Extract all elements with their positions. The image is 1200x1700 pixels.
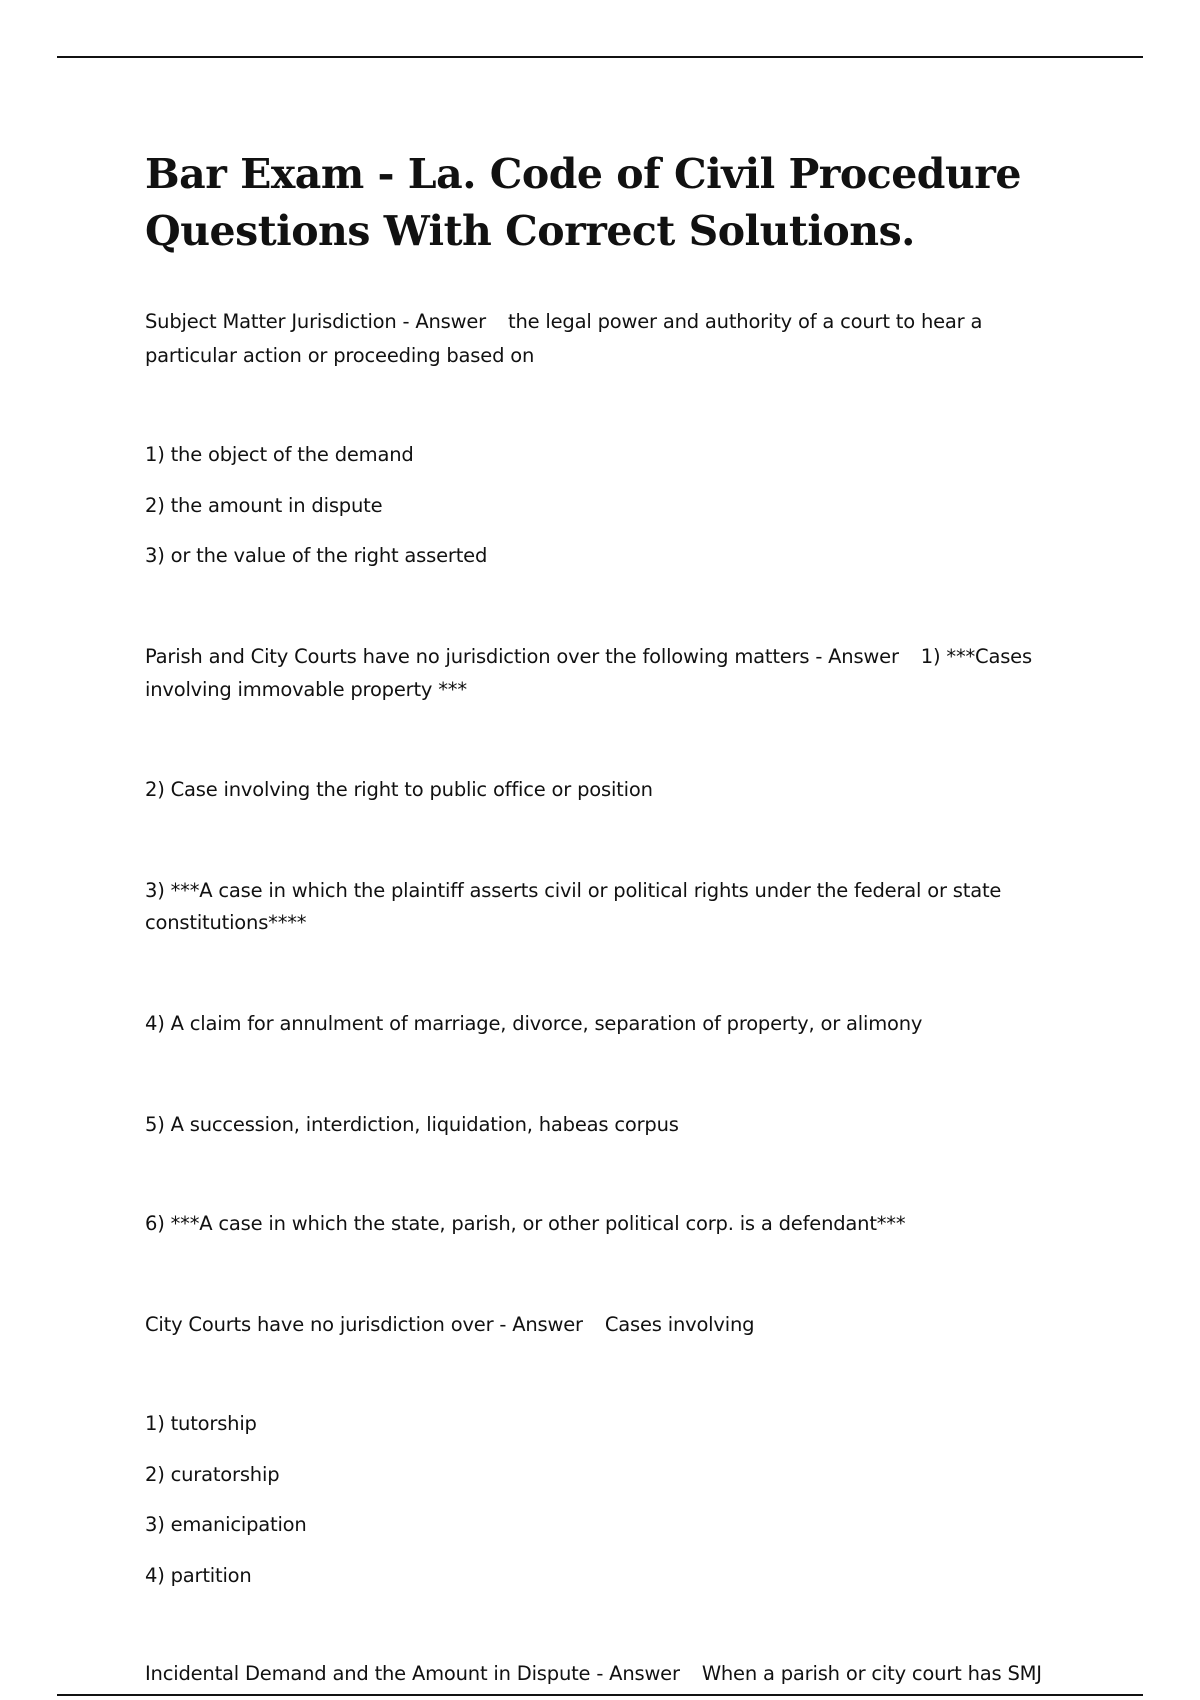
answer-text: Cases involving (604, 1313, 755, 1336)
title-line-2: Questions With Correct Solutions. (145, 207, 915, 255)
list-item: 3) ***A case in which the plaintiff asserts civil or political rights under the federal or state (145, 879, 1002, 902)
list-item: 1) the object of the demand (145, 443, 414, 466)
answer-text: the legal power and authority of a court to hear a (508, 310, 983, 333)
list-item: 3) emanicipation (145, 1513, 307, 1536)
question-parish-city-courts (145, 640, 1032, 673)
list-item: 3) or the value of the right asserted (145, 544, 488, 567)
list-item: 2) the amount in dispute (145, 494, 383, 517)
list-item: 2) curatorship (145, 1463, 280, 1486)
question-text: Incidental Demand and the Amount in Dispute - Answer (145, 1662, 680, 1685)
title-line-1: Bar Exam - La. Code of Civil Procedure (145, 150, 1021, 198)
question-text: City Courts have no jurisdiction over - Answer (145, 1313, 583, 1336)
page-title (145, 146, 1105, 260)
list-item: 6) ***A case in which the state, parish, or other political corp. is a defendant*** (145, 1212, 906, 1235)
question-city-courts (145, 1308, 754, 1341)
list-item: 1) tutorship (145, 1412, 257, 1435)
answer-continuation: particular action or proceeding based on (145, 344, 535, 367)
bottom-rule (57, 1694, 1143, 1696)
question-subject-matter-jurisdiction (145, 305, 982, 338)
question-incidental-demand (145, 1657, 1042, 1690)
question-text: Subject Matter Jurisdiction - Answer (145, 310, 487, 333)
list-item: 4) partition (145, 1564, 252, 1587)
answer-continuation: involving immovable property *** (145, 678, 467, 701)
answer-text: 1) ***Cases (920, 645, 1032, 668)
answer-text: When a parish or city court has SMJ (701, 1662, 1042, 1685)
list-item: 2) Case involving the right to public office or position (145, 778, 653, 801)
list-item: 5) A succession, interdiction, liquidation, habeas corpus (145, 1113, 679, 1136)
list-item-continuation: constitutions**** (145, 911, 307, 934)
question-text: Parish and City Courts have no jurisdiction over the following matters - Answer (145, 645, 899, 668)
top-rule (57, 56, 1143, 58)
list-item: 4) A claim for annulment of marriage, divorce, separation of property, or alimony (145, 1012, 923, 1035)
